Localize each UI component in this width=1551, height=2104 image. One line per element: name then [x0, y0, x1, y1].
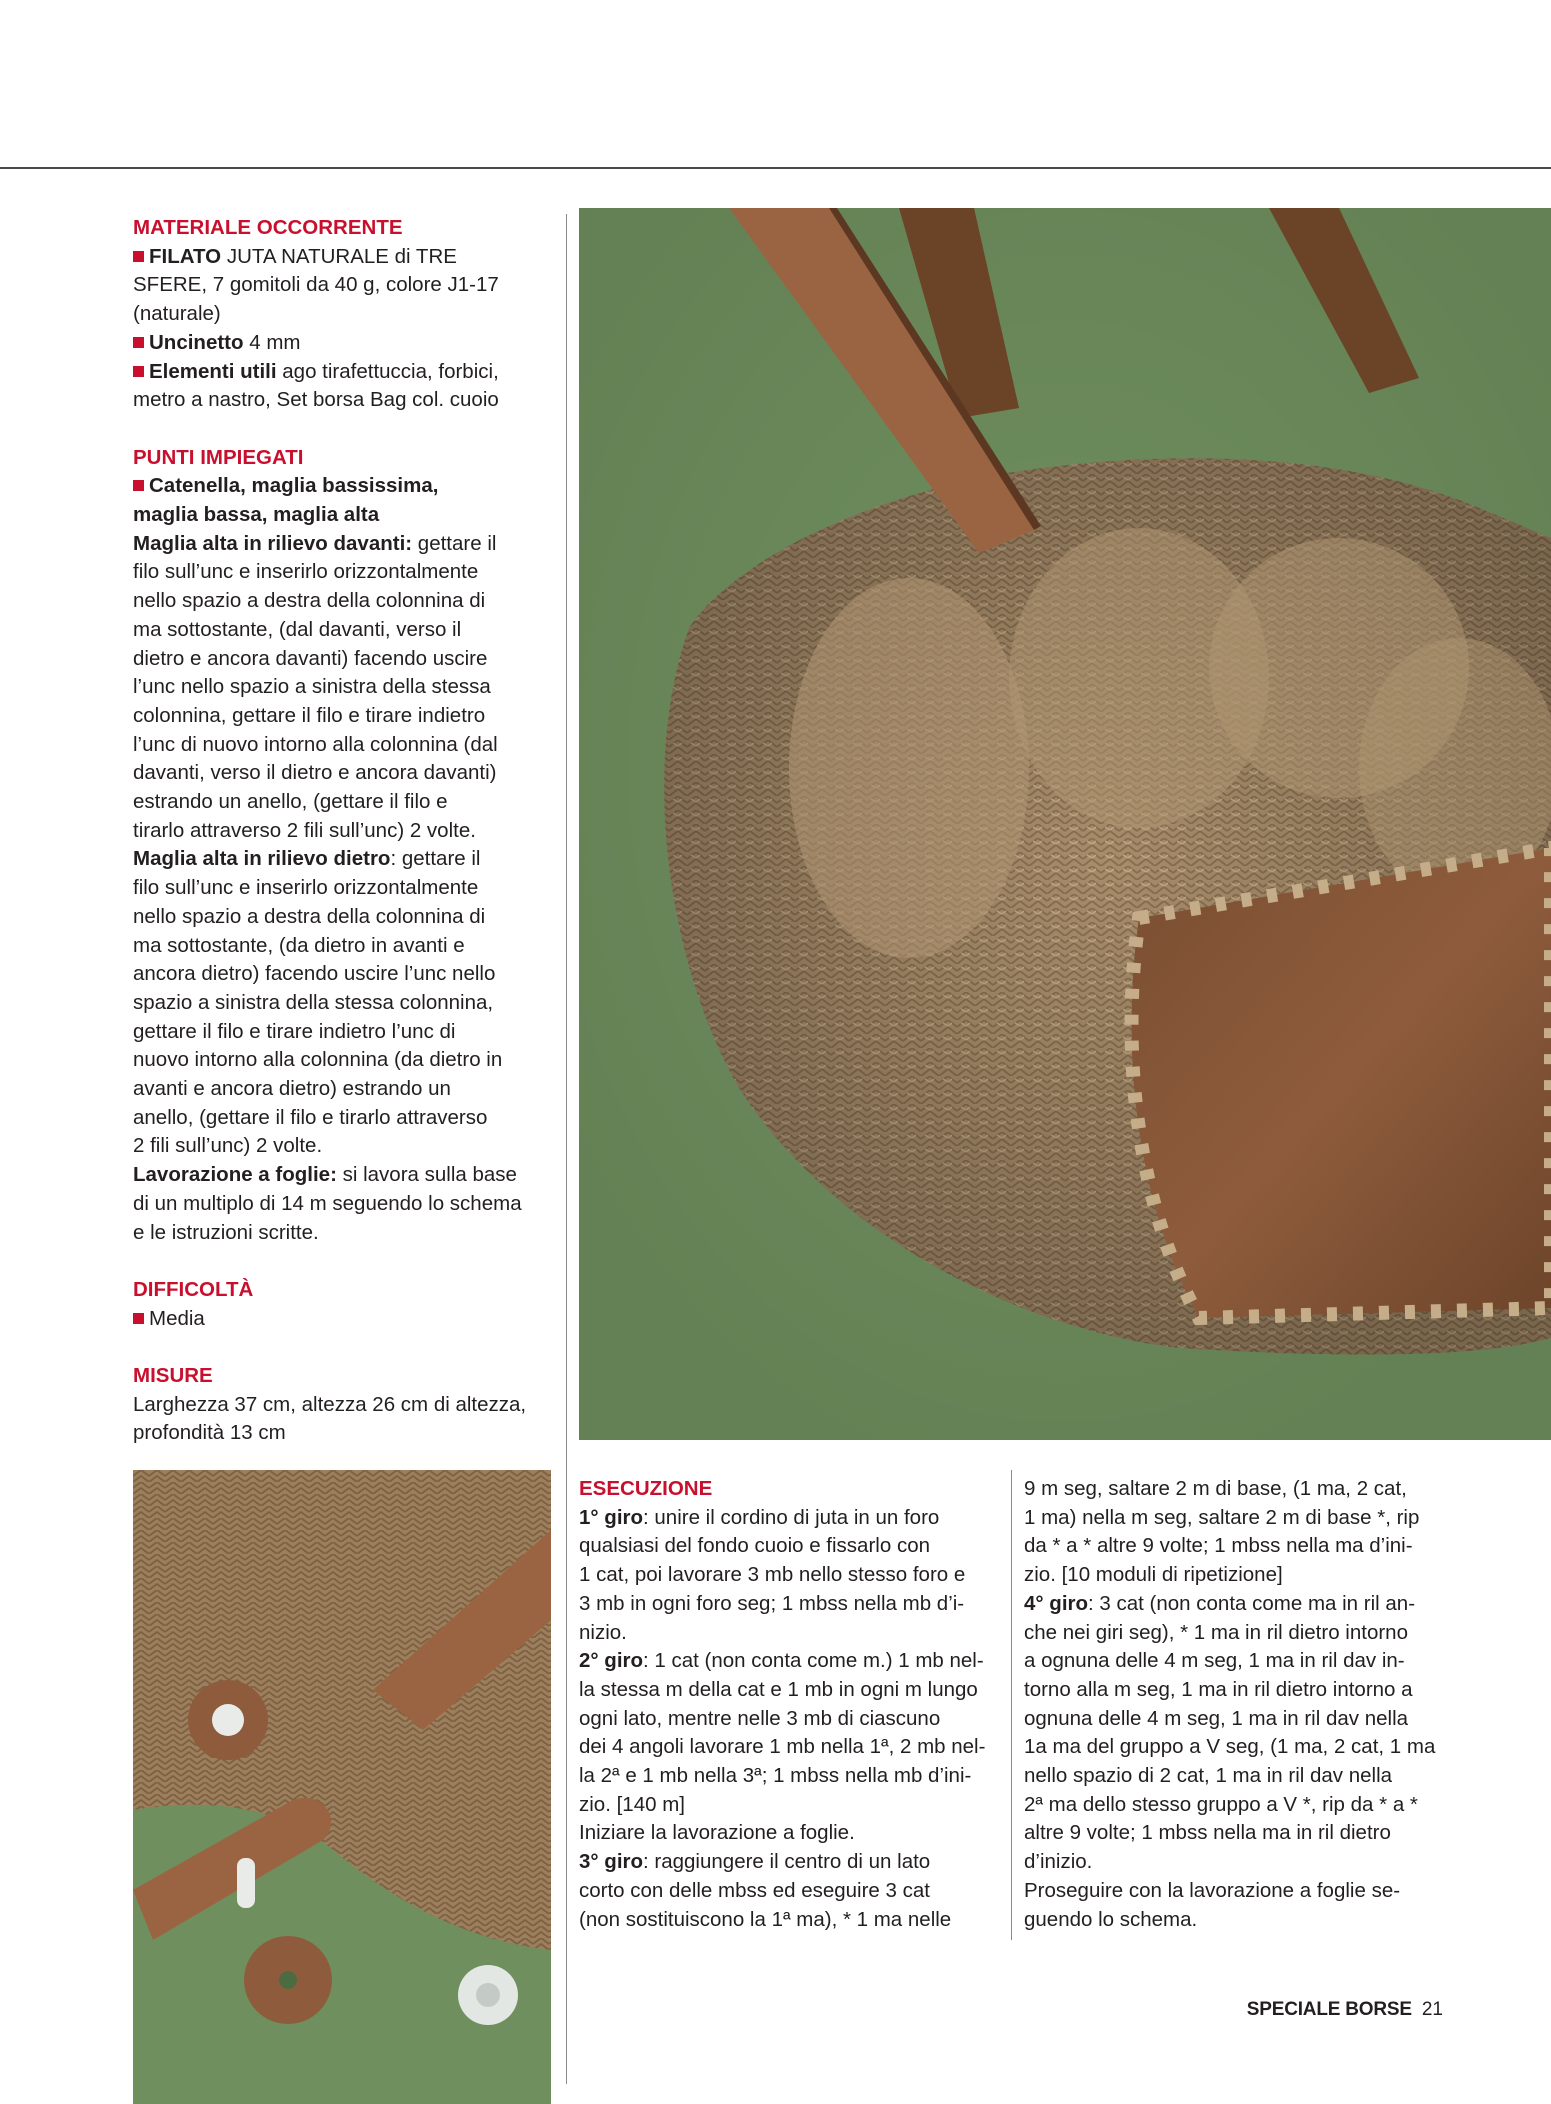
top-rule: [0, 167, 1551, 169]
yarn-line-2: SFERE, 7 gomitoli da 40 g, colore J1-17: [133, 273, 499, 297]
difficulty-title: DIFFICOLTÀ: [133, 1277, 254, 1301]
round-3-continued: 9 m seg, saltare 2 m di base, (1 ma, 2 cat, 1 ma) nella m seg, saltare 2 m di base *, rip da * a * altre 9 volte; 1 mbss nella ma d’ini- zio. [10 moduli di ripetizione]: [1024, 1477, 1420, 1587]
column-divider-left: [566, 214, 567, 2084]
stitches-title: PUNTI IMPIEGATI: [133, 445, 304, 469]
basic-stitches-2: maglia bassa, maglia alta: [133, 503, 380, 527]
bullet-square-icon: [133, 366, 144, 377]
basic-stitches: Catenella, maglia bassissima,: [133, 472, 551, 501]
magazine-name: SPECIALE BORSE: [1246, 1999, 1412, 2020]
yarn-line: FILATO JUTA NATURALE di TRE: [133, 243, 551, 272]
sizes-title: MISURE: [133, 1364, 213, 1388]
final-instruction: Proseguire con la lavorazione a foglie se- guendo lo schema.: [1024, 1878, 1401, 1931]
closure-detail-photo: [133, 1470, 551, 2104]
bag-photo: [579, 208, 1551, 1440]
tools-line: Elementi utili ago tirafettuccia, forbici,: [133, 358, 551, 387]
hook-line: Uncinetto 4 mm: [133, 329, 551, 358]
back-post-stitch: Maglia alta in rilievo dietro: gettare il filo sull’unc e inserirlo orizzontalmente nello spazio a destra della colonnina di ma sottostante, (da dietro in avanti e ancora dietro) facendo uscire l’unc nello spazio a sinistra della stessa colonnina, gettare il filo e tirare indietro l’unc di nuovo intorno alla colonnina (da dietro in avanti e ancora dietro) estrando un anello, (gettare il filo e tirarlo attraverso 2 fili sull’unc) 2 volte.: [133, 847, 503, 1158]
bullet-square-icon: [133, 251, 144, 262]
bullet-square-icon: [133, 480, 144, 491]
sizes-line-2: profondità 13 cm: [133, 1421, 286, 1445]
sizes-line-1: Larghezza 37 cm, altezza 26 cm di altezza,: [133, 1392, 527, 1416]
execution-title: ESECUZIONE: [579, 1477, 713, 1500]
execution-column: [579, 1475, 997, 1934]
round-2: 2° giro: 1 cat (non conta come m.) 1 mb nel- la stessa m della cat e 1 mb in ogni m lungo ogni lato, mentre nelle 3 mb di ciascuno dei 4 angoli lavorare 1 mb nella 1ª, 2 mb nel- la 2ª e 1 mb nella 3ª; 1 mbss nella mb d’ini- zio. [140 m]: [579, 1649, 986, 1816]
front-post-stitch: Maglia alta in rilievo davanti: gettare il filo sull’unc e inserirlo orizzontalmente nello spazio a destra della colonnina di ma sottostante, (dal davanti, verso il dietro e ancora davanti) facendo uscire l’unc nello spazio a sinistra della stessa colonnina, gettare il filo e tirare indietro l’unc di nuovo intorno alla colonnina (dal davanti, verso il dietro e ancora davanti) estrando un anello, (gettare il filo e tirarlo attraverso 2 fili sull’unc) 2 volte.: [133, 531, 498, 842]
page-footer: [1247, 1998, 1443, 2022]
left-column: [133, 214, 551, 1448]
tools-line-2: metro a nastro, Set borsa Bag col. cuoio: [133, 388, 499, 412]
column-divider-right: [1011, 1470, 1012, 1940]
difficulty-value-line: Media: [133, 1305, 551, 1334]
yarn-line-3: (naturale): [133, 302, 221, 326]
bullet-square-icon: [133, 1313, 144, 1324]
bullet-square-icon: [133, 337, 144, 348]
execution-column-continued: [1024, 1475, 1442, 1934]
leaf-pattern: Lavorazione a foglie: si lavora sulla base di un multiplo di 14 m seguendo lo schema e le istruzioni scritte.: [133, 1163, 522, 1244]
materials-title: MATERIALE OCCORRENTE: [133, 216, 403, 239]
leaf-start: Iniziare la lavorazione a foglie.: [579, 1821, 855, 1845]
round-4: 4° giro: 3 cat (non conta come ma in ril an- che nei giri seg), * 1 ma in ril dietro intorno a ognuna delle 4 m seg, 1 ma in ril dav in- torno alla m seg, 1 ma in ril dietro intorno a ognuna delle 4 m seg, 1 ma in ril dav nella 1a ma del gruppo a V seg, (1 ma, 2 cat, 1 ma nello spazio di 2 cat, 1 ma in ril dav nella 2ª ma dello stesso gruppo a V *, rip da * a * altre 9 volte; 1 mbss nella ma in ril dietro d’inizio.: [1024, 1591, 1436, 1874]
round-1: 1° giro: unire il cordino di juta in un foro qualsiasi del fondo cuoio e fissarlo con 1 cat, poi lavorare 3 mb nello stesso foro e 3 mb in ogni foro seg; 1 mbss nella mb d’i- nizio.: [579, 1505, 966, 1644]
page-number: 21: [1421, 1999, 1443, 2020]
round-3: 3° giro: raggiungere il centro di un lato corto con delle mbss ed eseguire 3 cat (non sostituiscono la 1ª ma), * 1 ma nelle: [579, 1850, 952, 1931]
